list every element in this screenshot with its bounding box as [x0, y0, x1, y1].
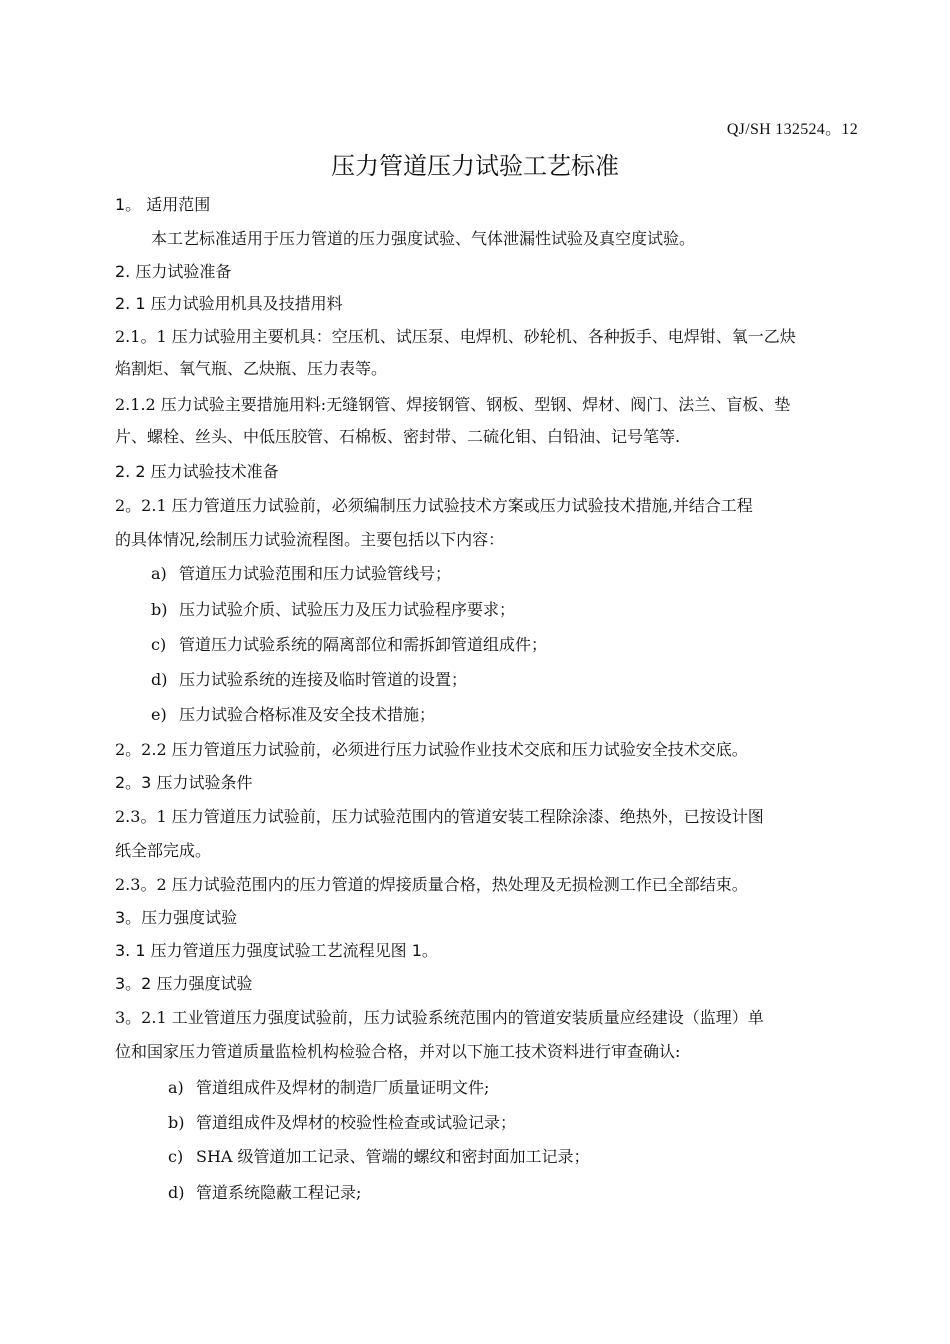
- paragraph-2-2-1-line-2: 的具体情况,绘制压力试验流程图。主要包括以下内容：: [115, 530, 505, 549]
- section-heading-2-1: 2. 1 压力试验用机具及技措用料: [115, 294, 343, 313]
- section-heading-3-2: 3。2 压力强度试验: [115, 974, 253, 993]
- list-text: 管道系统隐蔽工程记录;: [196, 1183, 362, 1202]
- paragraph-1: 本工艺标准适用于压力管道的压力强度试验、气体泄漏性试验及真空度试验。: [151, 229, 696, 248]
- list-marker: b): [151, 600, 168, 619]
- list-marker: a): [151, 564, 167, 583]
- list-marker: c): [151, 635, 167, 654]
- page-title: 压力管道压力试验工艺标准: [331, 152, 619, 180]
- paragraph-2-1-1-line-2: 焰割炬、氧气瓶、乙炔瓶、压力表等。: [115, 359, 388, 378]
- paragraph-3-2-1-line-2: 位和国家压力管道质量监检机构检验合格，并对以下施工技术资料进行审查确认:: [115, 1042, 681, 1061]
- list-item: [151, 599, 515, 621]
- paragraph-2-1-1-line-1: 2.1。1 压力试验用主要机具：空压机、试压泵、电焊机、砂轮机、各种扳手、电焊钳、氧一乙炔: [115, 327, 796, 346]
- list-marker: b): [168, 1113, 185, 1132]
- section-heading-2: 2. 压力试验准备: [115, 262, 232, 281]
- list-marker: a): [168, 1078, 184, 1097]
- section-heading-2-3: 2。3 压力试验条件: [115, 773, 253, 792]
- paragraph-3-2-1-line-1: 3。2.1 工业管道压力强度试验前，压力试验系统范围内的管道安装质量应经建设（监理）单: [115, 1008, 764, 1027]
- paragraph-2-3-2: 2.3。2 压力试验范围内的压力管道的焊接质量合格，热处理及无损检测工作已全部结束。: [115, 875, 748, 894]
- list-text: 压力试验系统的连接及临时管道的设置；: [179, 670, 468, 689]
- paragraph-2-3-1-line-1: 2.3。1 压力管道压力试验前，压力试验范围内的管道安装工程除涂漆、绝热外，已按设计图: [115, 807, 764, 826]
- list-marker: e): [151, 705, 167, 724]
- list-marker: d): [168, 1183, 185, 1202]
- list-item: [168, 1146, 590, 1168]
- list-text: 管道压力试验系统的隔离部位和需拆卸管道组成件；: [179, 635, 548, 654]
- list-text: 管道组成件及焊材的制造厂质量证明文件;: [196, 1078, 490, 1097]
- section-heading-3: 3。压力强度试验: [115, 908, 238, 927]
- list-item: [168, 1182, 361, 1204]
- list-text: 管道组成件及焊材的校验性检查或试验记录；: [196, 1113, 517, 1132]
- list-item: [151, 634, 547, 656]
- section-heading-1: 1。 适用范围: [115, 195, 211, 214]
- list-text: SHA 级管道加工记录、管端的螺纹和密封面加工记录；: [196, 1147, 590, 1166]
- paragraph-2-1-2-line-1: 2.1.2 压力试验主要措施用料:无缝钢管、焊接钢管、钢板、型钢、焊材、阀门、法兰、盲板、垫: [115, 395, 791, 414]
- list-item: [151, 704, 435, 726]
- list-text: 压力试验合格标准及安全技术措施；: [179, 705, 436, 724]
- document-number: QJ/SH 132524。12: [726, 121, 858, 138]
- paragraph-2-1-2-line-2: 片、螺栓、丝头、中低压胶管、石棉板、密封带、二硫化钼、白铅油、记号笔等.: [115, 427, 681, 446]
- list-text: 压力试验介质、试验压力及压力试验程序要求；: [179, 600, 516, 619]
- list-item: [151, 563, 451, 585]
- list-item: [151, 669, 467, 691]
- section-heading-3-1: 3. 1 压力管道压力强度试验工艺流程见图 1。: [115, 941, 438, 960]
- section-heading-2-2: 2. 2 压力试验技术准备: [115, 462, 279, 481]
- list-marker: c): [168, 1147, 184, 1166]
- paragraph-2-2-1-line-1: 2。2.1 压力管道压力试验前，必须编制压力试验技术方案或压力试验技术措施,并结合工程: [115, 496, 753, 515]
- paragraph-2-2-2: 2。2.2 压力管道压力试验前，必须进行压力试验作业技术交底和压力试验安全技术交底。: [115, 740, 748, 759]
- list-item: [168, 1112, 516, 1134]
- list-text: 管道压力试验范围和压力试验管线号；: [179, 564, 452, 583]
- list-marker: d): [151, 670, 168, 689]
- list-item: [168, 1077, 489, 1099]
- paragraph-2-3-1-line-2: 纸全部完成。: [115, 841, 212, 860]
